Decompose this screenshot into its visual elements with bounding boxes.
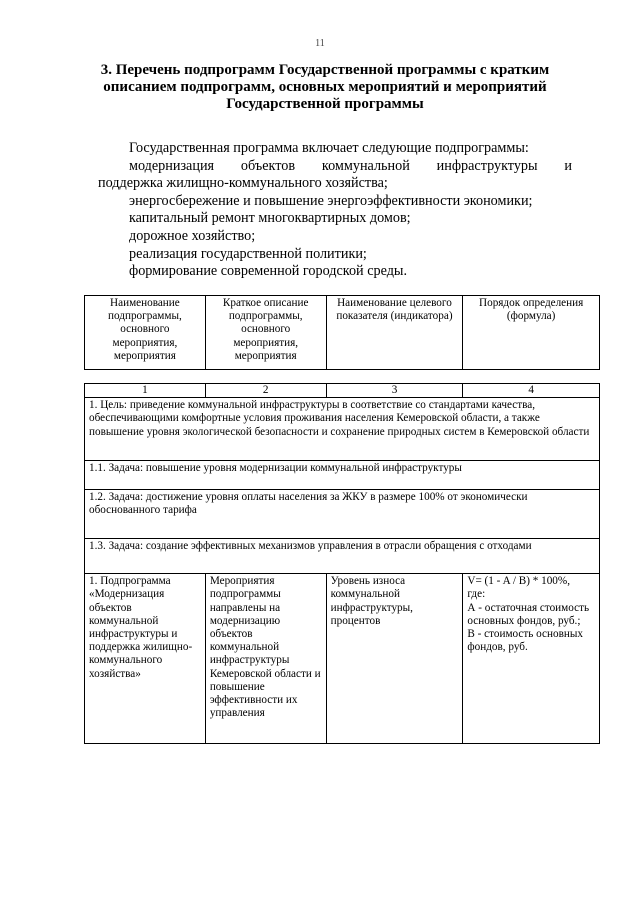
formula-where: где: xyxy=(467,588,486,601)
intro-item-4: дорожное хозяйство; xyxy=(129,227,256,244)
column-number: 1 xyxy=(85,384,206,398)
column-number-row xyxy=(85,384,600,398)
task-1-2-cell: 1.2. Задача: достижение уровня оплаты населения за ЖКУ в размере 100% от экономически обоснованного тарифа xyxy=(85,490,600,539)
page-number: 11 xyxy=(315,38,325,49)
formula-def-b: В - стоимость основных фондов, руб. xyxy=(467,628,583,654)
header-col-name: Наименование подпрограммы, основного мероприятия, мероприятия xyxy=(85,296,206,370)
intro-item-1-line-1: модернизация объектов коммунальной инфраструктуры и xyxy=(129,157,572,174)
intro-item-3: капитальный ремонт многоквартирных домов; xyxy=(129,210,411,227)
header-col-indicator: Наименование целевого показателя (индикатора) xyxy=(326,296,463,370)
header-table xyxy=(84,295,600,370)
subprogram-row xyxy=(85,574,600,744)
intro-lead: Государственная программа включает следующие подпрограммы: xyxy=(129,140,529,156)
goal-row xyxy=(85,398,600,461)
task-row xyxy=(85,539,600,574)
column-number: 2 xyxy=(205,384,326,398)
intro-item-1-line-2: поддержка жилищно-коммунального хозяйства; xyxy=(98,175,388,192)
formula: V= (1 - A / B) * 100%, xyxy=(467,575,571,588)
formula-def-a: А - остаточная стоимость основных фондов, руб.; xyxy=(467,601,590,627)
task-row xyxy=(85,490,600,539)
subprogram-description-cell: Мероприятия подпрограммы направлены на модернизацию объектов коммунальной инфраструктуры Кемеровской области и повышение эффективности их управления xyxy=(205,574,326,744)
body-table xyxy=(84,383,600,744)
column-number: 3 xyxy=(326,384,463,398)
intro-item-2: энергосбережение и повышение энергоэффективности экономики; xyxy=(129,192,533,209)
section-heading: 3. Перечень подпрограмм Государственной программы с кратким описанием подпрограмм, основных мероприятий и мероприятий Государственной программы xyxy=(100,62,550,112)
column-number: 4 xyxy=(463,384,600,398)
task-1-3-cell: 1.3. Задача: создание эффективных механизмов управления в отрасли обращения с отходами xyxy=(85,539,600,574)
goal-cell: 1. Цель: приведение коммунальной инфраструктуры в соответствие со стандартами качества, обеспечивающими комфортные условия проживания населения Кемеровской области, а также повышение уровня экологической безопасности и сохранение природных систем в Кемеровской области xyxy=(85,398,600,461)
subprogram-indicator-cell: Уровень износа коммунальной инфраструктуры, процентов xyxy=(326,574,463,744)
task-row xyxy=(85,461,600,490)
subprogram-name-cell: 1. Подпрограмма «Модернизация объектов коммунальной инфраструктуры и поддержка жилищно-коммунального хозяйства» xyxy=(85,574,206,744)
intro-item-5: реализация государственной политики; xyxy=(129,245,367,262)
header-col-formula: Порядок определения (формула) xyxy=(463,296,600,370)
intro-text xyxy=(98,140,572,281)
subprogram-formula-cell xyxy=(463,574,600,744)
header-col-description: Краткое описание подпрограммы, основного мероприятия, мероприятия xyxy=(205,296,326,370)
header-row xyxy=(85,296,600,370)
intro-item-6: формирование современной городской среды. xyxy=(129,263,407,280)
task-1-1-cell: 1.1. Задача: повышение уровня модернизации коммунальной инфраструктуры xyxy=(85,461,600,490)
